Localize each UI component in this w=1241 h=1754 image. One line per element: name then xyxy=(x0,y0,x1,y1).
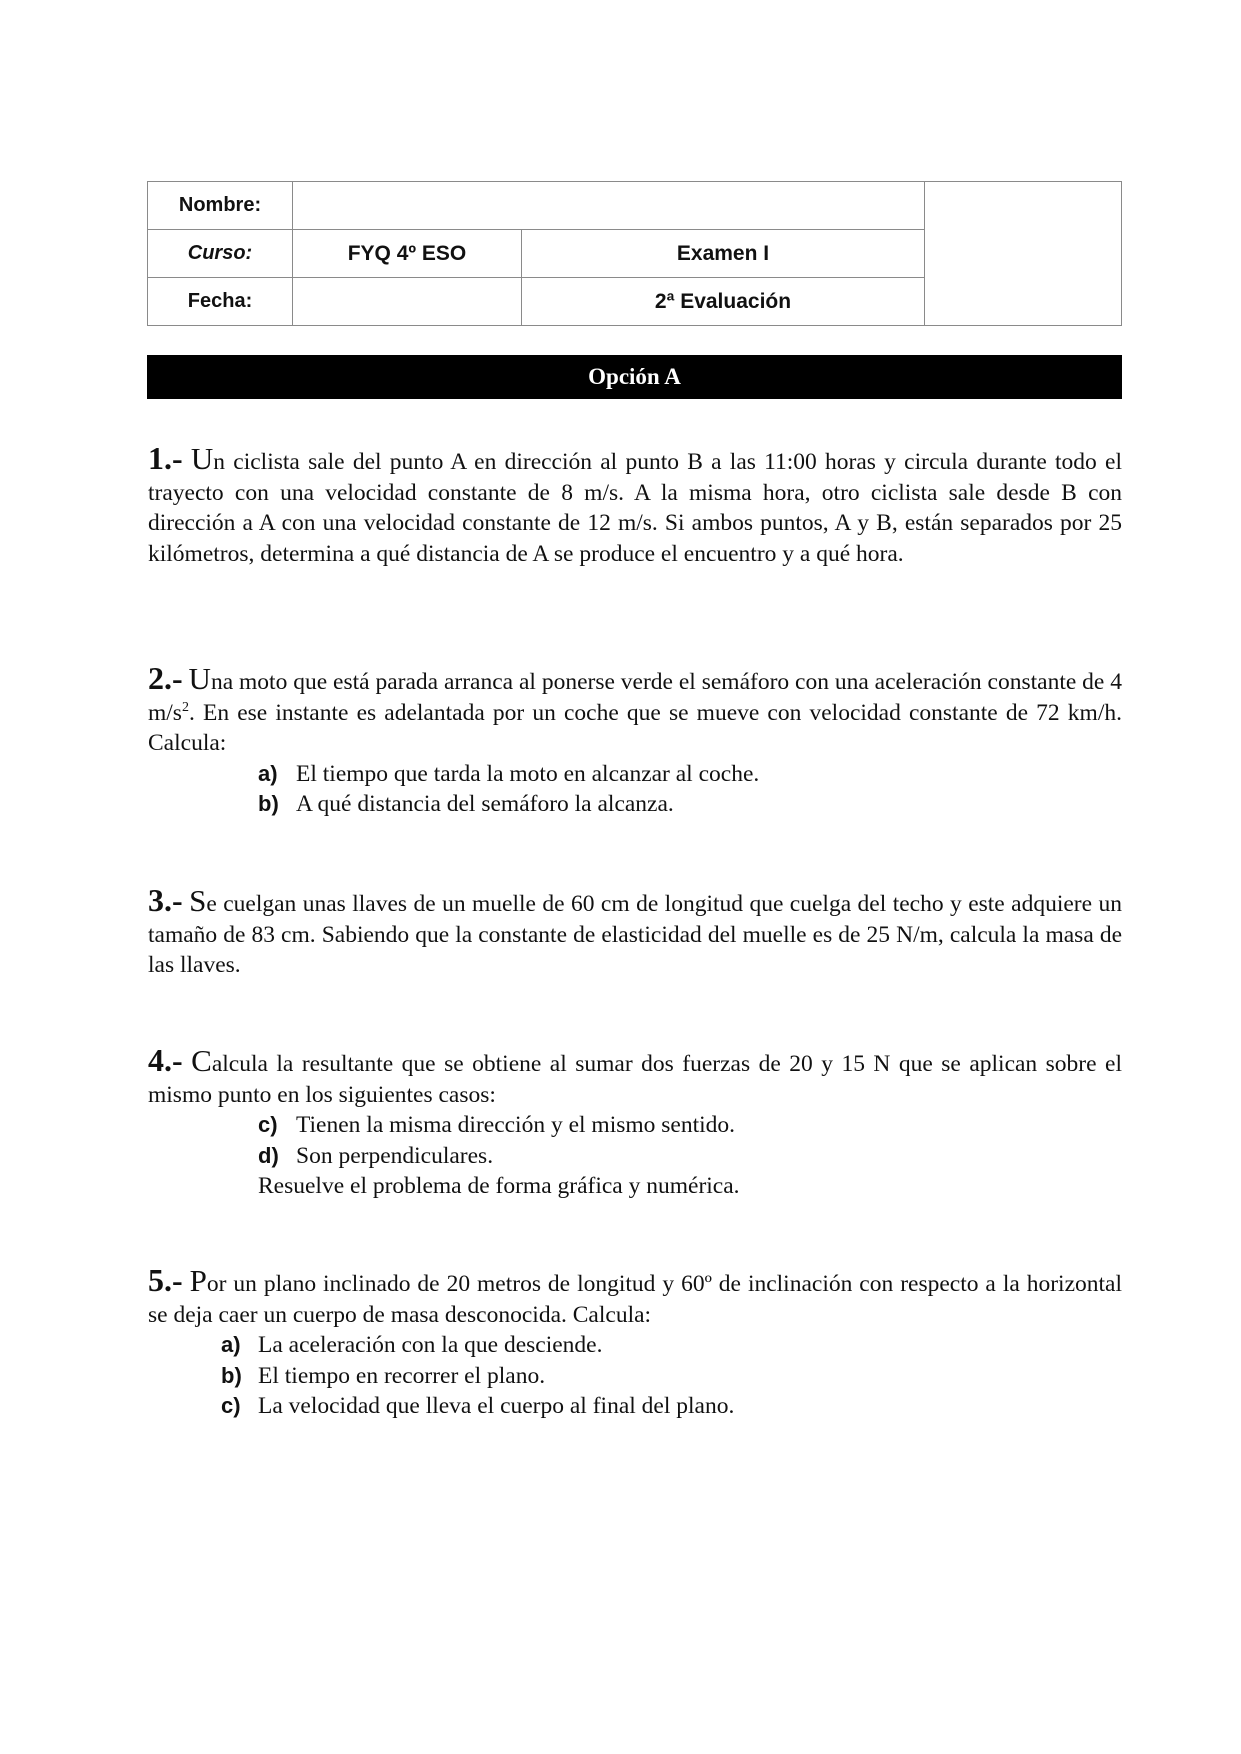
item-letter: a) xyxy=(221,1332,241,1357)
item-letter: a) xyxy=(258,760,278,786)
item-letter: c) xyxy=(258,1112,278,1137)
item-text: La velocidad que lleva el cuerpo al final del plano. xyxy=(258,1393,735,1419)
question-note: Resuelve el problema de forma gráfica y numérica. xyxy=(258,1173,740,1199)
item-letter: b) xyxy=(221,1362,242,1388)
question-initial: U xyxy=(190,441,214,476)
question-initial: C xyxy=(191,1043,212,1078)
question-initial: P xyxy=(189,1263,207,1298)
sub-items xyxy=(148,1330,1122,1422)
question-number: 3.- xyxy=(148,882,183,918)
question-5 xyxy=(148,1262,1123,1422)
item-text: El tiempo en recorrer el plano. xyxy=(258,1362,546,1389)
list-item xyxy=(148,1110,1122,1141)
question-initial: S xyxy=(189,883,207,918)
superscript: 2 xyxy=(181,699,189,715)
item-text: A qué distancia del semáforo la alcanza. xyxy=(296,791,674,817)
curso-value: FYQ 4º ESO xyxy=(293,230,522,278)
list-item xyxy=(148,1391,1122,1422)
question-text: alcula la resultante que se obtiene al sumar dos fuerzas de 20 y 15 N que se aplican sobre el mismo punto en los siguientes casos: xyxy=(148,1051,1123,1108)
question-4 xyxy=(148,1042,1123,1202)
list-item xyxy=(148,1330,1122,1361)
item-text: Son perpendiculares. xyxy=(296,1142,494,1169)
logo-box xyxy=(925,182,1122,326)
list-item xyxy=(148,1141,1122,1172)
item-text: La aceleración con la que desciende. xyxy=(258,1332,603,1358)
fecha-field[interactable] xyxy=(293,278,522,326)
question-number: 5.- xyxy=(148,1262,183,1298)
nombre-field[interactable] xyxy=(293,182,925,230)
list-item xyxy=(148,759,1122,790)
question-text: n ciclista sale del punto A en dirección al punto B a las 11:00 horas y circula durante todo el trayecto con una velocidad constante de 8 m/s. A la misma hora, otro ciclista sale desde B con dirección a A con una velocidad constante de 12 m/s. Si ambos puntos, A y B, están separados por 25 kilómetros, determina a qué distancia de A se produce el encuentro y a qué hora. xyxy=(148,449,1123,567)
sub-items xyxy=(148,1110,1122,1202)
header-table xyxy=(147,181,1122,326)
question-number: 4.- xyxy=(148,1042,183,1078)
list-item xyxy=(148,789,1122,820)
question-text: or un plano inclinado de 20 metros de longitud y 60º de inclinación con respecto a la horizontal se deja caer un cuerpo de masa desconocida. Calcula: xyxy=(148,1271,1123,1328)
question-text: na moto que está parada arranca al ponerse verde el semáforo con una aceleración constante de 4 m/s xyxy=(148,669,1122,726)
list-item xyxy=(148,1361,1122,1392)
question-3 xyxy=(148,882,1122,981)
item-text: Tienen la misma dirección y el mismo sentido. xyxy=(296,1112,736,1138)
evaluation-label: 2ª Evaluación xyxy=(522,278,925,326)
sub-items xyxy=(148,759,1122,820)
question-text-cont: . En ese instante es adelantada por un coche que se mueve con velocidad constante de 72 km/h. Calcula: xyxy=(148,699,1122,756)
question-1 xyxy=(148,440,1123,569)
item-text: El tiempo que tarda la moto en alcanzar al coche. xyxy=(296,760,760,787)
item-letter: d) xyxy=(258,1142,279,1168)
exam-title: Examen I xyxy=(522,230,925,278)
question-2 xyxy=(148,660,1122,820)
nombre-label: Nombre: xyxy=(148,182,293,230)
question-number: 2.- xyxy=(148,660,183,696)
question-text: e cuelgan unas llaves de un muelle de 60 cm de longitud que cuelga del techo y este adquiere un tamaño de 83 cm. Sabiendo que la constante de elasticidad del muelle es de 25 N/m, calcula la masa de las llaves. xyxy=(148,891,1122,978)
question-initial: U xyxy=(188,661,211,696)
question-number: 1.- xyxy=(148,440,183,476)
item-letter: b) xyxy=(258,791,279,816)
curso-label: Curso: xyxy=(148,230,293,278)
option-title-bar: Opción A xyxy=(147,355,1122,399)
fecha-label: Fecha: xyxy=(148,278,293,326)
item-letter: c) xyxy=(221,1393,241,1418)
